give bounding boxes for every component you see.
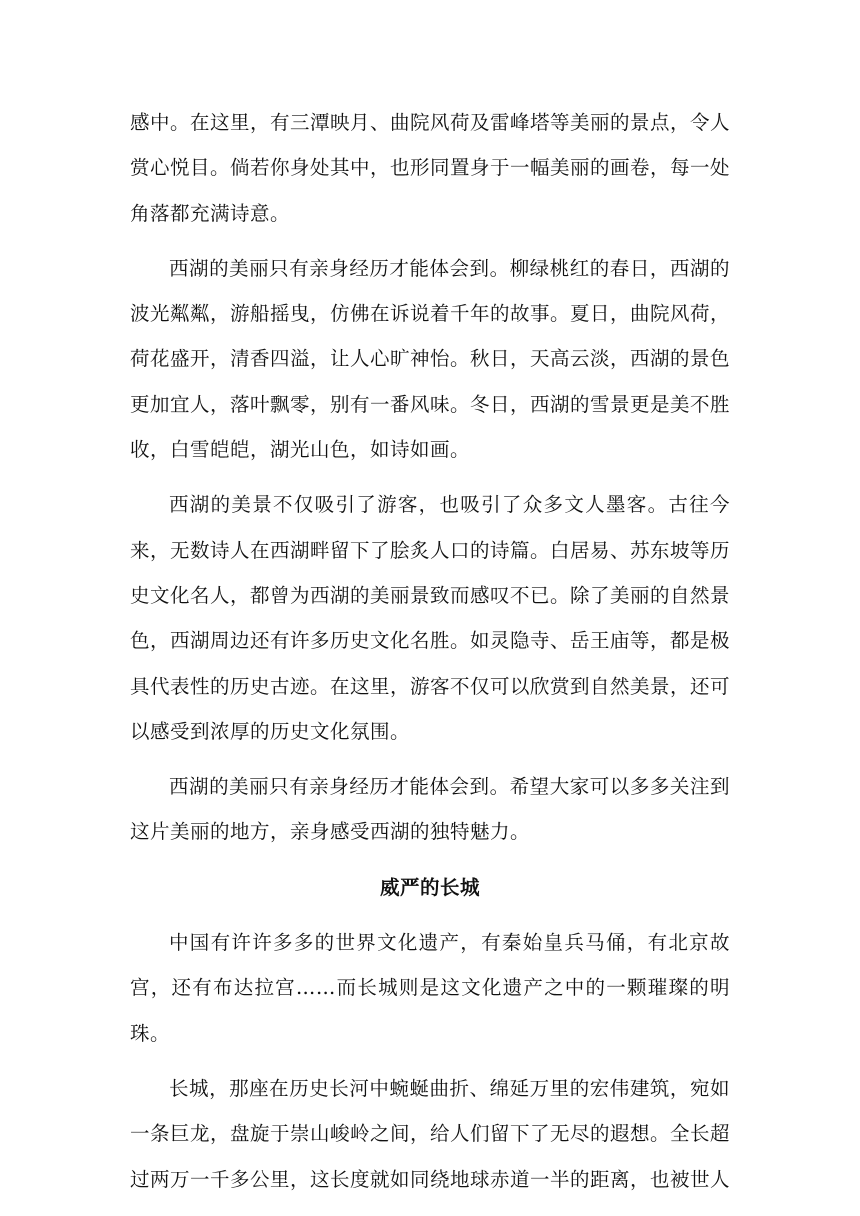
section-paragraph-2: 长城，那座在历史长河中蜿蜒曲折、绵延万里的宏伟建筑，宛如一条巨龙，盘旋于崇山峻岭之间，给人们留下了无尽的遐想。全长超过两万一千多公里，这长度就如同绕地球赤道一半的距离，也被世人: [130, 1076, 731, 1191]
section-paragraph-1: 中国有许许多多的世界文化遗产，有秦始皇兵马俑，有北京故宫，还有布达拉宫……而长城则是这文化遗产之中的一颗璀璨的明珠。: [130, 931, 730, 1045]
paragraph-1: 感中。在这里，有三潭映月、曲院风荷及雷峰塔等美丽的景点，令人赏心悦目。倘若你身处其中，也形同置身于一幅美丽的画卷，每一处角落都充满诗意。: [130, 111, 731, 225]
paragraph-4: 西湖的美丽只有亲身经历才能体会到。希望大家可以多多关注到这片美丽的地方，亲身感受西湖的独特魅力。: [130, 775, 730, 844]
document-page: [130, 100, 730, 1212]
paragraph-3: 西湖的美景不仅吸引了游客，也吸引了众多文人墨客。古往今来，无数诗人在西湖畔留下了脍炙人口的诗篇。白居易、苏东坡等历史文化名人，都曾为西湖的美丽景致而感叹不已。除了美丽的自然景色，西湖周边还有许多历史文化名胜。如灵隐寺、岳王庙等，都是极具代表性的历史古迹。在这里，游客不仅可以欣赏到自然美景，还可以感受到浓厚的历史文化氛围。: [130, 493, 731, 743]
section-title: 威严的长城: [379, 875, 480, 899]
paragraph-2: 西湖的美丽只有亲身经历才能体会到。柳绿桃红的春日，西湖的波光粼粼，游船摇曳，仿佛在诉说着千年的故事。夏日，曲院风荷，荷花盛开，清香四溢，让人心旷神怡。秋日，天高云淡，西湖的景色更加宜人，落叶飘零，别有一番风味。冬日，西湖的雪景更是美不胜收，白雪皑皑，湖光山色，如诗如画。: [130, 256, 731, 462]
